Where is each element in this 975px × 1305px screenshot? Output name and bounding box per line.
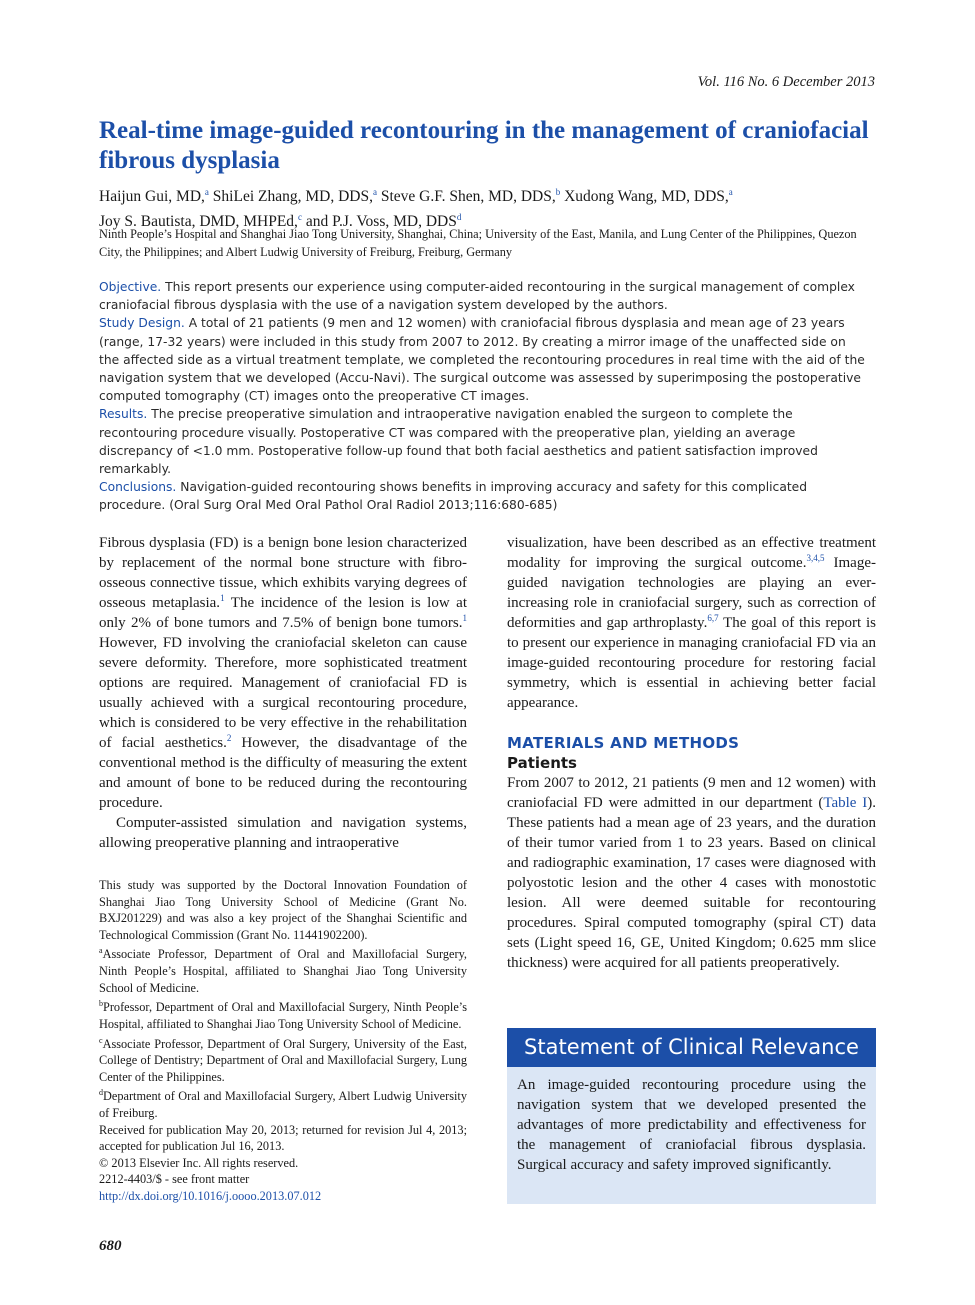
footnote-copyright: © 2013 Elsevier Inc. All rights reserved. xyxy=(99,1155,299,1170)
abstract-objective xyxy=(99,278,869,314)
intro-paragraph-1: Fibrous dysplasia (FD) is a benign bone lesion characterized by replacement of the normal bone structure with fibro-osseous connective tissue, which exhibits varying degrees of osseous metaplasia.$^1$ The incidence of the lesion is low at only 2% of bone tumors and 7.5% of benign bone tumors.$^1$ However, FD involving the craniofacial skeleton can cause severe deformity. Therefore, more sophisticated treatment options are required. Management of craniofacial FD is usually achieved with a surgical recontouring procedure, which is considered to be very effective in the rehabilitation of facial aesthetics.$^2$ However, the disadvantage of the conventional method is the difficulty of measuring the extent and amount of bone to be reduced during the recontouring procedure. xyxy=(99,535,468,811)
author-name: Haijun Gui, MD, xyxy=(99,188,205,206)
footnote-issn: 2212-4403/$ - see front matter xyxy=(99,1172,250,1187)
abstract-design xyxy=(99,314,869,405)
body-column-left xyxy=(99,533,467,853)
author-name: Xudong Wang, MD, DDS, xyxy=(564,188,729,206)
footnote-received: Received for publication May 20, 2013; returned for revision Jul 4, 2013; accepted for publication Jul 16, 2013. xyxy=(99,1122,467,1154)
clinical-relevance-text: An image-guided recontouring procedure using the navigation system that we developed presented the advantages of more predictability and effectiveness for the management of craniofacial fibrous dysplasia. Surgical accuracy and safety improved significantly. xyxy=(517,1077,866,1173)
clinical-relevance-heading: Statement of Clinical Relevance xyxy=(507,1028,876,1067)
affiliations: Ninth People’s Hospital and Shanghai Jiao Tong University, Shanghai, China; University of the East, Manila, and Lung Center of the Philippines, Quezon City, the Philippines; and Albert Ludwig University of Freiburg, Freiburg, Germany xyxy=(99,227,857,259)
conclusions-label: Conclusions. xyxy=(99,480,177,495)
page-number: 680 xyxy=(99,1238,122,1254)
body-column-right xyxy=(507,533,876,973)
design-text: A total of 21 patients (9 men and 12 women) with craniofacial fibrous dysplasia and mean age of 23 years (range, 17-32 years) were included in this study from 2007 to 2012. By creating a mirror image of the unaffected side on the affected side as a virtual treatment template, we completed the recontouring procedures in real time with the aid of the navigation system that we developed (Accu-Navi). The surgical outcome was assessed by superimposing the postoperative computed tomography (CT) images onto the preoperative CT images. xyxy=(99,316,865,404)
author-affiliation-mark: d xyxy=(456,212,462,223)
article-title: Real-time image-guided recontouring in the management of craniofacial fibrous dysplasia xyxy=(99,117,869,174)
results-text: The precise preoperative simulation and intraoperative navigation enabled the surgeon to complete the recontouring procedure visually. Postoperative CT was compared with the preoperative plan, yielding an average discrepancy of <1.0 mm. Postoperative follow-up found that both facial aesthetics and patient satisfaction improved remarkably. xyxy=(99,407,818,477)
author-affiliation-mark: b xyxy=(555,187,561,197)
author-affiliation-mark: c xyxy=(297,212,302,223)
citation-ref[interactable]: 1 xyxy=(462,613,467,623)
citation-ref[interactable]: 6,7 xyxy=(707,613,719,623)
citation-ref[interactable]: 1 xyxy=(220,593,225,603)
author-affiliation-mark: a xyxy=(372,187,377,197)
objective-label: Objective. xyxy=(99,280,162,294)
design-label: Study Design. xyxy=(99,316,185,331)
conclusions-text: Navigation-guided recontouring shows benefits in improving accuracy and safety for this complicated procedure. (Oral Surg Oral Med Oral Pathol Oral Radiol 2013;116:680-685) xyxy=(99,480,808,513)
author-name: ShiLei Zhang, MD, DDS, xyxy=(212,188,373,206)
footnotes xyxy=(99,877,467,1205)
footnote-c: $^c$Associate Professor, Department of Oral Surgery, University of the East, College of Dentistry; Department of Oral and Maxillofacial Surgery, Lung Center of the Philippines. xyxy=(99,1035,467,1084)
section-heading: MATERIALS AND METHODS xyxy=(507,734,740,752)
citation-ref[interactable]: 3,4,5 xyxy=(806,553,825,563)
abstract-conclusions xyxy=(99,478,869,514)
author-affiliation-mark: a xyxy=(204,187,209,197)
citation-ref[interactable]: 2 xyxy=(226,733,232,743)
footnote-d: $^d$Department of Oral and Maxillofacial Surgery, Albert Ludwig University of Freiburg. xyxy=(99,1088,467,1121)
objective-text: This report presents our experience using computer-aided recontouring in the surgical management of complex craniofacial fibrous dysplasia with the use of a navigation system developed by the authors. xyxy=(99,280,855,313)
abstract-results xyxy=(99,405,869,478)
table-link[interactable]: Table I xyxy=(823,795,868,811)
intro-paragraph-3: visualization, have been described as an effective treatment modality for improving the surgical outcome.$^{3,4,5}$ Image-guided navigation technologies are playing an ever-increasing role in craniofacial surgery, such as correction of deformities and gap arthroplasty.$^{6,7}$ The goal of this report is to present our experience in managing craniofacial FD via an image-guided recontouring procedure for restoring facial symmetry, which is essential in achieving better facial appearance. xyxy=(507,535,876,711)
journal-info: Vol. 116 No. 6 December 2013 xyxy=(697,74,875,90)
author-name: Steve G.F. Shen, MD, DDS, xyxy=(380,188,556,206)
footnote-a: $^a$Associate Professor, Department of Oral and Maxillofacial Surgery, Ninth People’s Hospital, affiliated to Shanghai Jiao Tong University School of Medicine. xyxy=(99,946,467,995)
author-affiliation-mark: a xyxy=(728,187,733,197)
results-label: Results. xyxy=(99,407,148,422)
abstract xyxy=(99,278,869,515)
clinical-relevance-box xyxy=(507,1028,876,1204)
subsection-heading: Patients xyxy=(507,754,577,772)
footnote-b: $^b$Professor, Department of Oral and Maxillofacial Surgery, Ninth People’s Hospital, affiliated to Shanghai Jiao Tong University School of Medicine. xyxy=(99,999,467,1031)
author-name: and P.J. Voss, MD, DDS xyxy=(305,213,457,231)
author-name: Joy S. Bautista, DMD, MHPEd, xyxy=(99,213,298,231)
footnote-funding: This study was supported by the Doctoral Innovation Foundation of Shanghai Jiao Tong University School of Medicine (Grant No. BXJ201229) and was also a key project of the Shanghai Scientific and Technological Commission (Grant No. 11441902200). xyxy=(99,878,467,942)
doi-link[interactable]: http://dx.doi.org/10.1016/j.oooo.2013.07.012 xyxy=(99,1189,322,1204)
intro-paragraph-2: Computer-assisted simulation and navigation systems, allowing preoperative planning and intraoperative xyxy=(99,815,467,851)
patients-paragraph: From 2007 to 2012, 21 patients (9 men and 12 women) with craniofacial FD were admitted in our department (Table I). These patients had a mean age of 23 years, and the duration of their tumor varied from 1 to 23 years. Based on clinical and radiographic examination, 17 cases were diagnosed with polyostotic lesion and the other 4 cases with monostotic lesion. All were deemed suitable for recontouring procedures. Spiral computed tomography (spiral CT) data sets (Light speed 16, GE, United Kingdom; 0.625 mm slice thickness) were acquired for all patients preoperatively. xyxy=(507,775,877,971)
